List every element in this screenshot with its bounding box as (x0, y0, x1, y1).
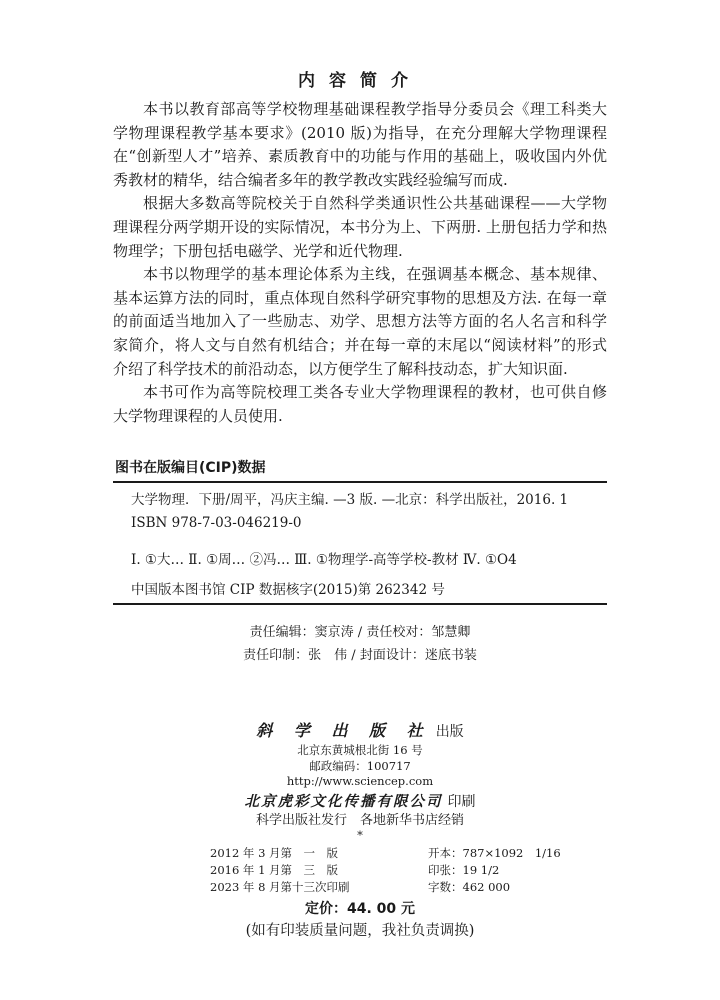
printer-name: 北京虎彩文化传播有限公司 (244, 794, 443, 810)
publisher-suffix: 出版 (435, 724, 464, 740)
summary-paragraph: 本书以物理学的基本理论体系为主线，在强调基本概念、基本规律、基本运算方法的同时，重点体现自然科学研究事物的思想及方法. 在每一章的前面适当地加入了一些励志、劝学、思想方法等方面的名人名言和科学家简介，将人文与自然有机结合；并在每一章的末尾以“阅读材料”的形式介绍了科学技术的前沿动态，以方便学生了解科技动态，扩大知识面. (113, 265, 607, 378)
separator-star: * (357, 828, 363, 842)
publisher-url: http://www.sciencep.com (286, 774, 434, 788)
edition-date: 2016 年 1 月第 三 版 (210, 863, 339, 877)
production-credits: 责任印制：张 伟 / 封面设计：迷底书装 (243, 648, 477, 663)
cip-record-line: 大学物理．下册/周平，冯庆主编. —3 版. —北京：科学出版社，2016. 1 (131, 492, 569, 508)
edition-table (210, 845, 561, 896)
edition-row (210, 862, 561, 879)
distribution-line: 科学出版社发行 各地新华书店经销 (255, 813, 464, 828)
editor-credits: 责任编辑：窦京涛 / 责任校对：邹慧卿 (249, 625, 471, 640)
edition-row (210, 845, 561, 862)
printer-suffix: 印刷 (447, 794, 476, 810)
edition-spec: 开本：787×1092 1/16 (428, 846, 561, 860)
summary-title: 内容简介 (298, 71, 422, 91)
publisher-address: 北京东黄城根北街 16 号 (297, 743, 423, 757)
summary-paragraph: 根据大多数高等院校关于自然科学类通识性公共基础课程——大学物理课程分两学期开设的实际情况，本书分为上、下两册. 上册包括力学和热物理学；下册包括电磁学、光学和近代物理. (113, 194, 607, 260)
summary-body (113, 98, 607, 428)
edition-date: 2023 年 8 月第十三次印刷 (210, 880, 350, 894)
summary-paragraph: 本书可作为高等院校理工类各专业大学物理课程的教材，也可供自修大学物理课程的人员使用. (113, 383, 607, 425)
cip-top-rule (113, 481, 607, 483)
edition-spec: 字数：462 000 (428, 880, 511, 894)
edition-row (210, 879, 561, 896)
edition-date: 2012 年 3 月第 一 版 (210, 846, 339, 860)
edition-spec: 印张：19 1/2 (428, 863, 500, 877)
summary-paragraph: 本书以教育部高等学校物理基础课程教学指导分委员会《理工科类大学物理课程教学基本要求》(2010 版)为指导，在充分理解大学物理课程在“创新型人才”培养、素质教育中的功能与作用的基础上，吸收国内外优秀教材的精华，结合编者多年的教学教改实践经验编写而成. (113, 100, 607, 189)
quality-notice: (如有印装质量问题，我社负责调换) (245, 923, 475, 939)
publisher-line (0, 718, 720, 741)
cip-classification: Ⅰ. ①大… Ⅱ. ①周… ②冯… Ⅲ. ①物理学-高等学校-教材 Ⅳ. ①O4 (131, 552, 517, 568)
cip-isbn: ISBN 978-7-03-046219-0 (131, 515, 302, 531)
publisher-postcode: 邮政编码：100717 (309, 759, 411, 773)
price: 定价：44. 00 元 (304, 901, 416, 917)
cip-title: 图书在版编目(CIP)数据 (115, 460, 266, 476)
cip-data-number: 中国版本图书馆 CIP 数据核字(2015)第 262342 号 (131, 582, 445, 598)
publisher-logo: 斜 学 出 版 社 (256, 721, 431, 740)
cip-bottom-rule (113, 603, 607, 605)
printer-line (0, 790, 720, 811)
